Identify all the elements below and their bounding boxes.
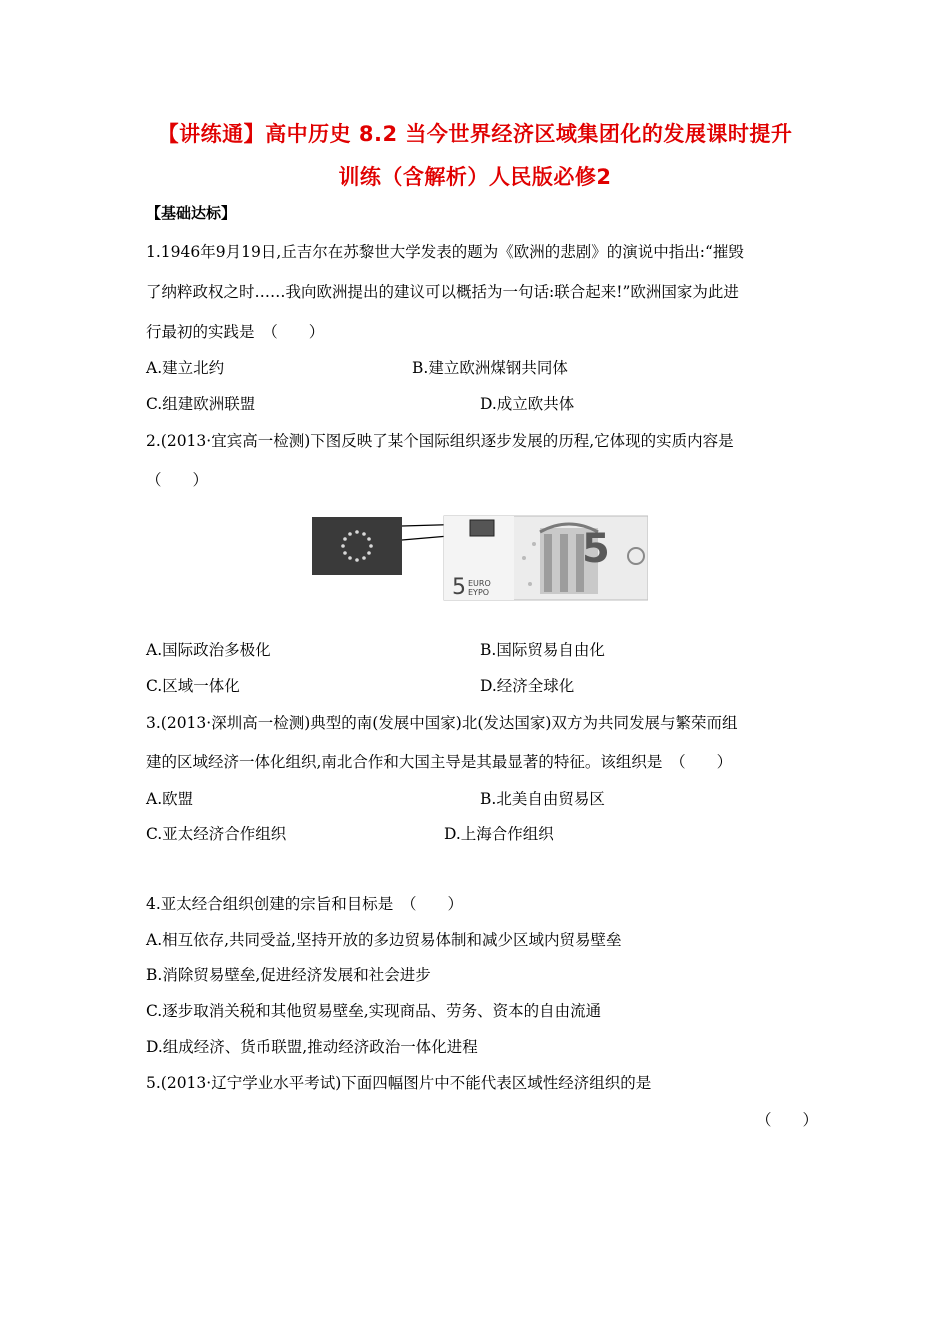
banknote-denomination-small: 5 [452,575,466,600]
banknote-denomination-large: 5 [582,526,610,572]
q4-text-line-1: 4.亚太经合组织创建的宗旨和目标是 （ ） [146,895,464,913]
q2-option-a: A.国际政治多极化 [146,641,271,659]
q2-option-d: D.经济全球化 [480,677,575,695]
q3-option-b: B.北美自由贸易区 [480,790,605,808]
q3-option-a: A.欧盟 [146,790,194,808]
q4-option-b: B.消除贸易壁垒,促进经济发展和社会进步 [146,966,431,984]
q1-option-d: D.成立欧共体 [480,395,575,413]
q4-option-c: C.逐步取消关税和其他贸易壁垒,实现商品、劳务、资本的自由流通 [146,1002,602,1020]
q2-text-line-1: 2.(2013·宜宾高一检测)下图反映了某个国际组织逐步发展的历程,它体现的实质内容是 [146,432,734,450]
q3-text-line-1: 3.(2013·深圳高一检测)典型的南(发展中国家)北(发达国家)双方为共同发展与繁荣而组 [146,714,738,732]
q1-text-line-2: 了纳粹政权之时……我向欧洲提出的建议可以概括为一句话:联合起来!”欧洲国家为此进 [146,283,739,301]
q2-option-b: B.国际贸易自由化 [480,641,605,659]
q2-text-line-2: （ ） [146,471,209,489]
document-title-line-1: 【讲练通】高中历史 8.2 当今世界经济区域集团化的发展课时提升 [157,122,793,146]
eu-flag-and-euro-banknote-figure [312,514,648,602]
q3-text-line-2: 建的区域经济一体化组织,南北合作和大国主导是其最显著的特征。该组织是 （ ） [146,753,733,771]
q1-option-b: B.建立欧洲煤钢共同体 [412,359,568,377]
section-heading: 【基础达标】 [146,204,237,222]
q1-text-line-1: 1.1946年9月19日,丘吉尔在苏黎世大学发表的题为《欧洲的悲剧》的演说中指出:“摧毁 [146,243,744,261]
q4-option-a: A.相互依存,共同受益,坚持开放的多边贸易体制和减少区域内贸易壁垒 [146,931,622,949]
document-title-line-2: 训练（含解析）人民版必修2 [338,165,612,189]
q1-text-line-3: 行最初的实践是 （ ） [146,323,325,341]
q4-option-d: D.组成经济、货币联盟,推动经济政治一体化进程 [146,1038,478,1056]
q3-option-c: C.亚太经济合作组织 [146,825,287,843]
q3-option-d: D.上海合作组织 [444,825,554,843]
q1-option-a: A.建立北约 [146,359,225,377]
euro-banknote-image [444,516,648,600]
banknote-evro-text: EYPO [468,588,490,597]
eu-flag-image [312,517,402,575]
q5-answer-paren: （ ） [756,1111,819,1129]
q1-option-c: C.组建欧洲联盟 [146,395,256,413]
banknote-euro-text: EURO [468,579,491,588]
q2-option-c: C.区域一体化 [146,677,240,695]
q5-text-line-1: 5.(2013·辽宁学业水平考试)下面四幅图片中不能代表区域性经济组织的是 [146,1074,652,1092]
